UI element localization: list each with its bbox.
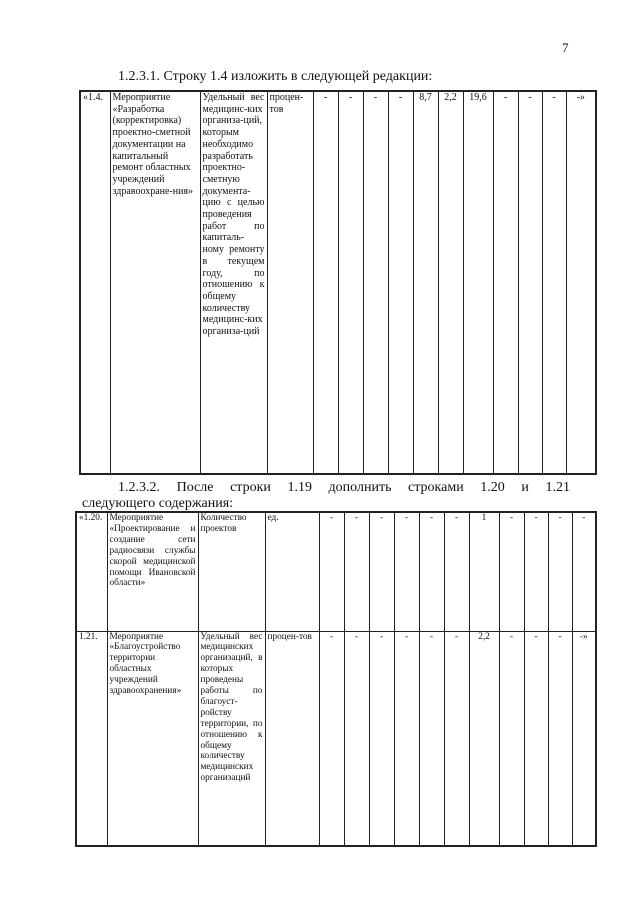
indicator-name: Количество проектов	[198, 512, 265, 631]
value-cell: -	[344, 631, 369, 846]
value-cell: -	[499, 512, 524, 631]
section-2-heading	[82, 480, 570, 512]
value-cell: -	[388, 91, 413, 474]
value-cell: 8,7	[413, 91, 438, 474]
value-cell: -	[518, 91, 542, 474]
value-cell: -	[338, 91, 363, 474]
value-cell: 2,2	[469, 631, 499, 846]
value-cell: -»	[566, 91, 596, 474]
value-cell: -	[394, 631, 419, 846]
indicator-name: Удельный вес медицинс-ких организа-ций, которым необходимо разработать проектно-сметную документа-цию с целью проведения работ по капиталь-ному ремонту в текущем году, по отношению к общему количеству медицинс-ких организа-ций	[200, 91, 267, 474]
value-cell: -	[419, 631, 444, 846]
value-cell: -	[444, 512, 469, 631]
value-cell: 1	[469, 512, 499, 631]
row-number: «1.20.	[76, 512, 107, 631]
value-cell: -	[394, 512, 419, 631]
indicator-name: Удельный вес медицинских организаций, в которых проведены работы по благоуст-ройству территории, по отношению к общему количеству медицинских организаций	[198, 631, 265, 846]
value-cell: -	[572, 512, 596, 631]
value-cell: -	[319, 512, 344, 631]
measure-name: Мероприятие «Благоустройство территории областных учреждений здравоохранения»	[107, 631, 198, 846]
value-cell: -	[542, 91, 566, 474]
value-cell: -	[548, 631, 572, 846]
value-cell: -	[363, 91, 388, 474]
page-number: 7	[562, 40, 569, 55]
measure-name: Мероприятие «Разработка (корректировка) проектно-сметной документации на капитальный ремонт областных учреждений здравоохране-ния»	[110, 91, 200, 474]
measure-name: Мероприятие «Проектирование и создание сети радиосвязи службы скорой медицинской помощи Ивановской области»	[107, 512, 198, 631]
value-cell: -	[344, 512, 369, 631]
table-row	[80, 91, 596, 474]
table-rows-1-20-1-21	[75, 511, 597, 847]
section-1-heading: 1.2.3.1. Строку 1.4 изложить в следующей редакции:	[118, 69, 433, 84]
unit: процен-тов	[267, 91, 313, 474]
value-cell: -	[493, 91, 518, 474]
value-cell: -	[369, 512, 394, 631]
value-cell: -	[369, 631, 394, 846]
value-cell: -»	[572, 631, 596, 846]
row-number: 1.21.	[76, 631, 107, 846]
value-cell: -	[319, 631, 344, 846]
value-cell: 19,6	[463, 91, 493, 474]
value-cell: 2,2	[438, 91, 463, 474]
table-row-1-4	[79, 90, 597, 475]
value-cell: -	[548, 512, 572, 631]
value-cell: -	[524, 512, 548, 631]
value-cell: -	[524, 631, 548, 846]
value-cell: -	[419, 512, 444, 631]
value-cell: -	[499, 631, 524, 846]
unit: ед.	[265, 512, 319, 631]
row-number: «1.4.	[80, 91, 110, 474]
value-cell: -	[313, 91, 338, 474]
table-row	[76, 512, 596, 631]
section-2-heading-line-2: следующего содержания:	[82, 496, 234, 511]
unit: процен-тов	[265, 631, 319, 846]
value-cell: -	[444, 631, 469, 846]
table-row	[76, 631, 596, 846]
section-2-heading-line-1: 1.2.3.2. После строки 1.19 дополнить строками 1.20 и 1.21	[118, 480, 570, 495]
